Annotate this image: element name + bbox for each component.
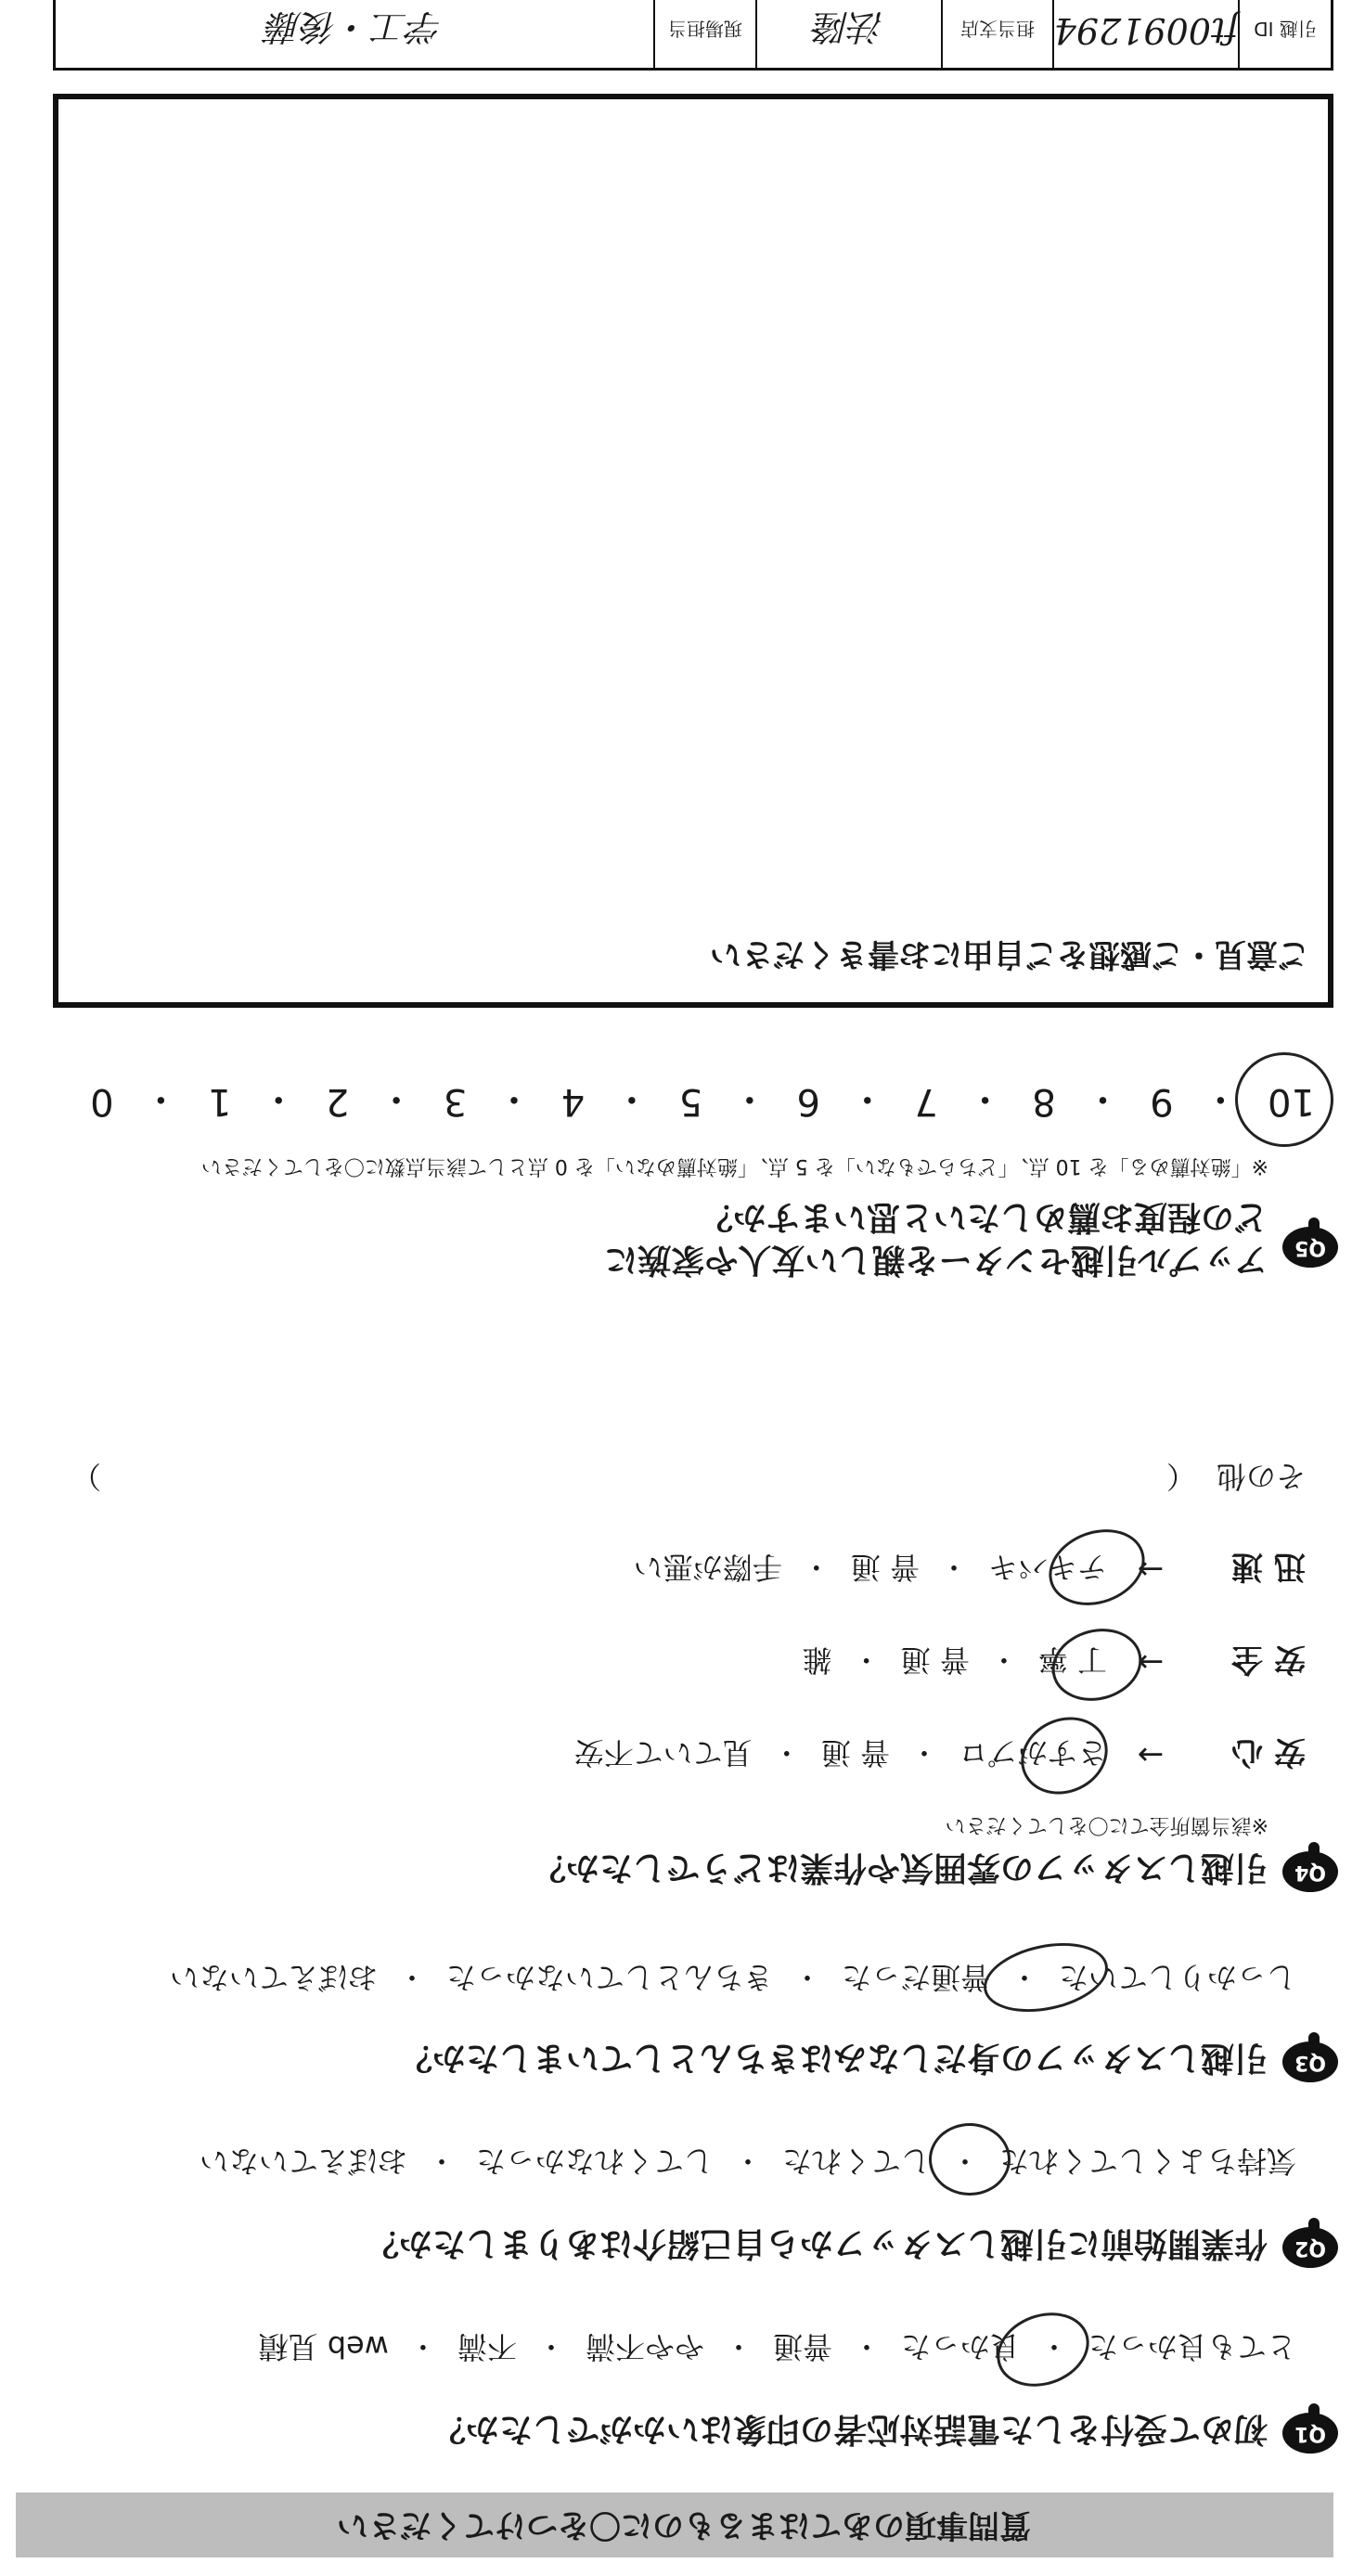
q4-note: ※該当箇所全てに〇をしてください (945, 1813, 1268, 1836)
q5-score[interactable]: 2 (325, 1080, 350, 1124)
q1-badge: Q1 (1282, 2413, 1338, 2454)
badge-tail-icon (1308, 2218, 1320, 2233)
q5-text-line2: どの程度お薦めしたいと思いますか？ (699, 1198, 1268, 1236)
q4-other (71, 1457, 1306, 1500)
q4-other-close: ） (71, 1459, 102, 1494)
arrow-right-icon: → (1137, 1551, 1165, 1589)
q5-score[interactable]: 3 (443, 1080, 468, 1124)
q2-option[interactable]: してくれた (781, 2144, 931, 2179)
q3-option[interactable]: きちんとしていなかった (445, 1960, 773, 1995)
q4-row-label: 安 全 (1231, 1641, 1306, 1678)
q5-score[interactable]: 9 (1150, 1080, 1174, 1124)
selection-circle (1235, 1052, 1333, 1147)
q3-option[interactable]: しっかりしていた (1058, 1960, 1296, 1995)
q5-score[interactable]: 10 (1268, 1080, 1315, 1124)
q3-option[interactable]: おぼえていない (169, 1960, 378, 1995)
q4-text: 引越しスタッフの雰囲気や作業はどうでしたか？ (532, 1848, 1268, 1887)
q5-note: ※「絶対薦める」を 10 点、「どちらでもない」を 5 点、「絶対薦めない」を 0 点として該当点数に〇をしてください (200, 1154, 1268, 1178)
q3-badge: Q3 (1282, 2041, 1338, 2082)
q1-option[interactable]: 良かった (900, 2329, 1020, 2364)
q3-option[interactable]: 普通だった (841, 1960, 990, 1995)
badge-tail-icon (1308, 2403, 1320, 2418)
q5-scale: 10 ・ 9 ・ 8 ・ 7 ・ 6 ・ 5 ・ 4 ・ 3 ・ 2 ・ 1 ・ 0 (90, 1077, 1315, 1124)
id-label-cell (1238, 0, 1331, 68)
branch-label: 担当支店 (960, 18, 1035, 41)
q2-option[interactable]: してくれなかった (475, 2144, 714, 2179)
id-value-cell (1052, 0, 1238, 68)
comments-box[interactable] (53, 94, 1333, 1008)
q5-score[interactable]: 7 (914, 1080, 938, 1124)
q3-options: しっかりしていた ・ 普通だった ・ きちんとしていなかった ・ おぼえていない (170, 1958, 1296, 2001)
arrow-right-icon: → (1137, 1736, 1165, 1774)
q4-option[interactable]: 普 通 (820, 1735, 890, 1771)
q4-row-anzen: 安 全 → 丁 寧 ・ 普 通 ・ 雑 (803, 1640, 1306, 1685)
selection-circle (977, 1933, 1114, 2023)
badge-tail-icon (1308, 1842, 1320, 1857)
q1-option[interactable]: 普通 (772, 2329, 832, 2364)
q5-score[interactable]: 1 (208, 1080, 232, 1124)
q5-score[interactable]: 6 (796, 1080, 820, 1124)
q4-other-label: その他 (1216, 1459, 1306, 1494)
q4-badge: Q4 (1282, 1851, 1338, 1892)
selection-circle (929, 2123, 1011, 2196)
q4-option[interactable]: 雑 (802, 1642, 832, 1679)
staff-value: 学工・後藤 (266, 6, 444, 48)
q5-score[interactable]: 0 (90, 1080, 114, 1124)
comments-title: ご意見・ご感想をご自由にお書きください (710, 935, 1309, 972)
q4-row-anshin: 安 心 → さすがプロ ・ 普 通 ・ 見ていて不安 (574, 1732, 1306, 1778)
selection-circle (1009, 1703, 1121, 1808)
q2-option[interactable]: 気持ちよくしてくれた (998, 2144, 1296, 2179)
q4-option[interactable]: さすがプロ (958, 1735, 1107, 1771)
selection-circle (986, 2300, 1100, 2399)
badge-tail-icon (1308, 1217, 1320, 1232)
q4-row-jinsoku: 迅 速 → テキパキ ・ 普 通 ・ 手際が悪い (634, 1547, 1306, 1592)
staff-value-cell (56, 0, 653, 68)
selection-circle (1038, 1516, 1155, 1618)
office-use-footer (53, 0, 1333, 71)
instruction-banner (16, 2492, 1333, 2557)
q4-row-label: 迅 速 (1231, 1548, 1306, 1585)
q5-badge: Q5 (1282, 1227, 1338, 1268)
q1-option[interactable]: やや不満 (585, 2329, 704, 2364)
q1-option[interactable]: web 見積 (258, 2329, 389, 2364)
id-value: ft0091294 (1053, 10, 1239, 51)
staff-label-cell (653, 0, 755, 68)
q5-score[interactable]: 4 (560, 1080, 586, 1124)
q1-option[interactable]: 不満 (457, 2329, 517, 2364)
id-label: 引越 ID (1254, 18, 1317, 41)
q4-option[interactable]: 見ていて不安 (573, 1735, 753, 1771)
q5-text-line1: アップル引越センターを親しい友人や家族に (604, 1241, 1268, 1279)
q1-option[interactable]: とても良かった (1088, 2329, 1296, 2364)
q4-row-label: 安 心 (1231, 1733, 1306, 1771)
q4-option[interactable]: テキパキ (987, 1550, 1107, 1586)
q4-option[interactable]: 手際が悪い (633, 1550, 782, 1586)
branch-label-cell (941, 0, 1052, 68)
selection-circle (1044, 1619, 1150, 1711)
q5-score[interactable]: 5 (678, 1080, 703, 1124)
q2-option[interactable]: おぼえていない (199, 2144, 407, 2179)
q3-text: 引越しスタッフの身だしなみはきちんとしていましたか？ (398, 2039, 1268, 2077)
staff-label: 現場担当 (668, 18, 742, 41)
q5-score[interactable]: 8 (1032, 1080, 1056, 1124)
q2-options: 気持ちよくしてくれた ・ してくれた ・ してくれなかった ・ おぼえていない (200, 2142, 1296, 2184)
q1-text: 初めて受付をした電話対応者の印象はいかがでしたか？ (431, 2410, 1268, 2448)
q1-options: とても良かった ・ 良かった ・ 普通 ・ やや不満 ・ 不満 ・ web 見積 (259, 2327, 1296, 2370)
instruction-text: 質問事項のあてはまるものに〇をつけてください (337, 2506, 1031, 2544)
badge-tail-icon (1308, 2032, 1320, 2047)
branch-value-cell (755, 0, 941, 68)
q2-badge: Q2 (1282, 2227, 1338, 2268)
q4-option[interactable]: 普 通 (900, 1642, 970, 1679)
q4-option[interactable]: 丁 寧 (1037, 1642, 1107, 1679)
q2-text: 作業開始前に引越しスタッフから自己紹介はありましたか？ (365, 2224, 1268, 2262)
q4-option[interactable]: 普 通 (850, 1550, 920, 1586)
branch-value: 法隆 (814, 6, 885, 48)
q4-other-open: （ (1165, 1459, 1196, 1494)
arrow-right-icon: → (1137, 1643, 1165, 1681)
